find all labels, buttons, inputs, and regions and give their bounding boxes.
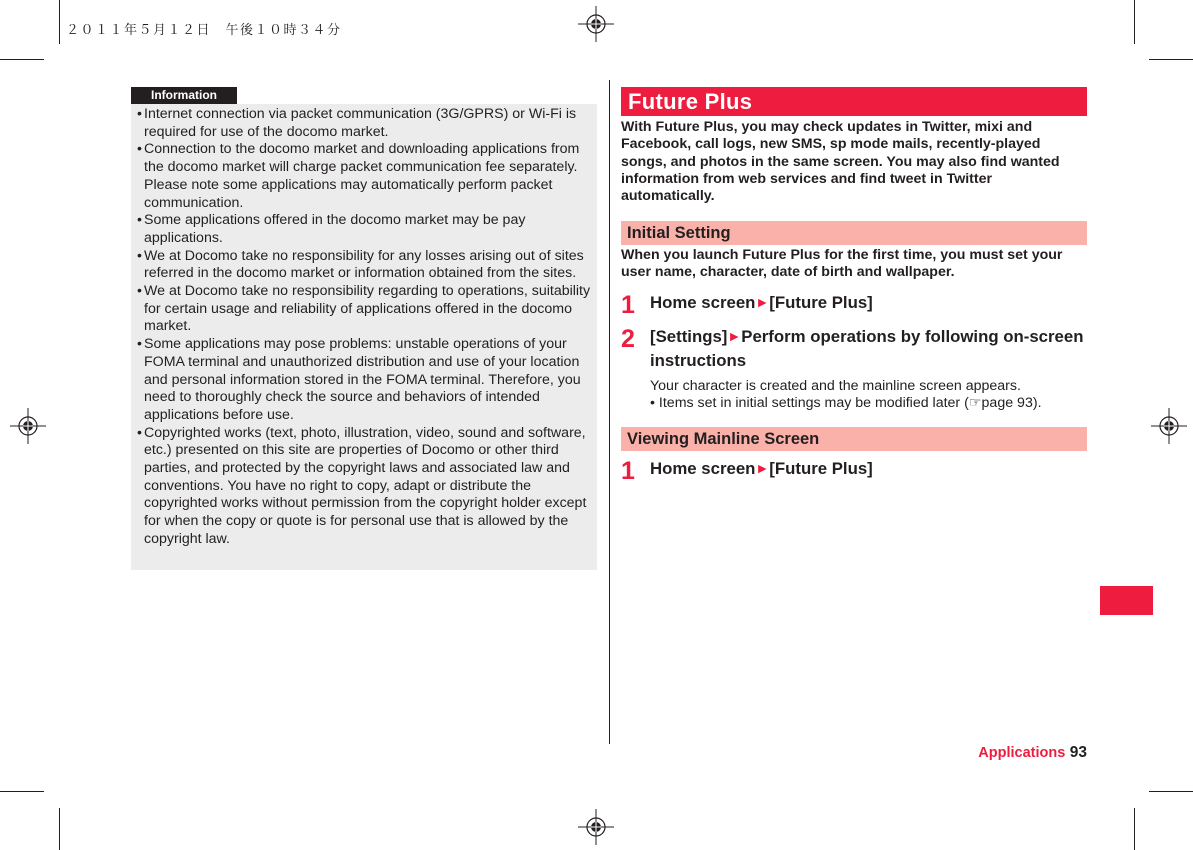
registration-mark-icon bbox=[10, 408, 46, 444]
page-footer bbox=[900, 744, 1087, 762]
section-intro bbox=[621, 119, 1087, 205]
information-label: Information bbox=[131, 87, 237, 104]
information-item: • Internet connection via packet communication (3G/GPRS) or Wi-Fi is required for use of the docomo market. bbox=[138, 106, 591, 141]
initial-setting-intro bbox=[621, 247, 1087, 282]
note-text: ). bbox=[1032, 395, 1042, 411]
crop-mark bbox=[1134, 808, 1135, 850]
information-item: • Some applications may pose problems: unstable operations of your FOMA terminal and unauthorized distribution and use of your location and personal information stored in the FOMA terminal. Therefore, you need to thoroughly check the source and behaviors of intended applications before use. bbox=[138, 336, 591, 425]
step-1-viewing bbox=[621, 457, 1087, 485]
step-number: 1 bbox=[621, 291, 635, 319]
step-note: • Items set in initial settings may be modified later (☞page 93). bbox=[650, 395, 1042, 411]
step-text-part: Perform operations by following on-screen instructions bbox=[650, 327, 1084, 370]
intro-paragraph: With Future Plus, you may check updates in Twitter, mixi and Facebook, call logs, new SMS, sp mode mails, recently-played songs, and photos in the same screen. You may also find wanted information from web services and find tweet in Twitter automatically. bbox=[621, 119, 1060, 205]
subsection-heading-initial-setting: Initial Setting bbox=[621, 221, 1087, 245]
arrow-right-icon: ► bbox=[755, 460, 770, 476]
information-item: • Copyrighted works (text, photo, illustration, video, sound and software, etc.) presented on this site are properties of Docomo or other third parties, and protected by the copyright laws and associated law and conventions. You have no right to copy, adapt or distribute the copyrighted works without permission from the copyright holder except for when the copy or quote is for personal use that is allowed by the copyright law. bbox=[138, 425, 591, 549]
information-box bbox=[131, 104, 597, 570]
arrow-right-icon: ► bbox=[755, 294, 770, 310]
step-text-part: [Settings] bbox=[650, 327, 728, 346]
information-item: • We at Docomo take no responsibility for any losses arising out of sites referred in the docomo market or information obtained from the sites. bbox=[138, 248, 591, 283]
step-instruction bbox=[650, 325, 1087, 373]
step-1 bbox=[621, 291, 1087, 319]
step-text-part: Home screen bbox=[650, 459, 756, 478]
crop-mark bbox=[0, 791, 44, 792]
crop-mark bbox=[0, 59, 44, 60]
section-title: Future Plus bbox=[621, 87, 1087, 116]
crop-mark bbox=[1149, 791, 1193, 792]
reference-icon: ☞ bbox=[968, 395, 982, 411]
step-text-part: Home screen bbox=[650, 293, 756, 312]
subsection-heading-viewing: Viewing Mainline Screen bbox=[621, 427, 1087, 451]
step-result: Your character is created and the mainline screen appears. bbox=[650, 378, 1021, 394]
registration-mark-icon bbox=[578, 6, 614, 42]
step-text-part: [Future Plus] bbox=[769, 293, 873, 312]
section-tab-marker bbox=[1100, 586, 1153, 615]
step-text-part: [Future Plus] bbox=[769, 459, 873, 478]
step-2 bbox=[621, 325, 1087, 375]
crop-mark bbox=[59, 808, 60, 850]
column-divider bbox=[609, 80, 610, 744]
initial-setting-paragraph: When you launch Future Plus for the first time, you must set your user name, character, date of birth and wallpaper. bbox=[621, 247, 1063, 281]
arrow-right-icon: ► bbox=[727, 328, 742, 344]
crop-mark bbox=[1149, 59, 1193, 60]
step-number: 1 bbox=[621, 457, 635, 485]
step-number: 2 bbox=[621, 325, 635, 353]
information-item: • We at Docomo take no responsibility regarding to operations, suitability for certain usage and reliability of applications offered in the docomo market. bbox=[138, 283, 591, 336]
print-timestamp: ２０１１年５月１２日 午後１０時３４分 bbox=[66, 23, 342, 38]
footer-section-name: Applications bbox=[978, 745, 1066, 761]
crop-mark bbox=[59, 0, 60, 44]
information-item: • Connection to the docomo market and downloading applications from the docomo market will charge packet communication fee separately. Please note some applications may automatically perform packet communication. bbox=[138, 141, 591, 212]
registration-mark-icon bbox=[578, 809, 614, 845]
page-reference-link[interactable]: page 93 bbox=[981, 395, 1033, 411]
information-item: • Some applications offered in the docomo market may be pay applications. bbox=[138, 212, 591, 247]
note-text: Items set in initial settings may be modified later ( bbox=[658, 395, 969, 411]
page-number: 93 bbox=[1069, 744, 1087, 761]
step-instruction bbox=[650, 457, 1087, 481]
registration-mark-icon bbox=[1151, 408, 1187, 444]
crop-mark bbox=[1134, 0, 1135, 44]
information-list bbox=[138, 106, 591, 549]
step-instruction bbox=[650, 291, 1087, 315]
